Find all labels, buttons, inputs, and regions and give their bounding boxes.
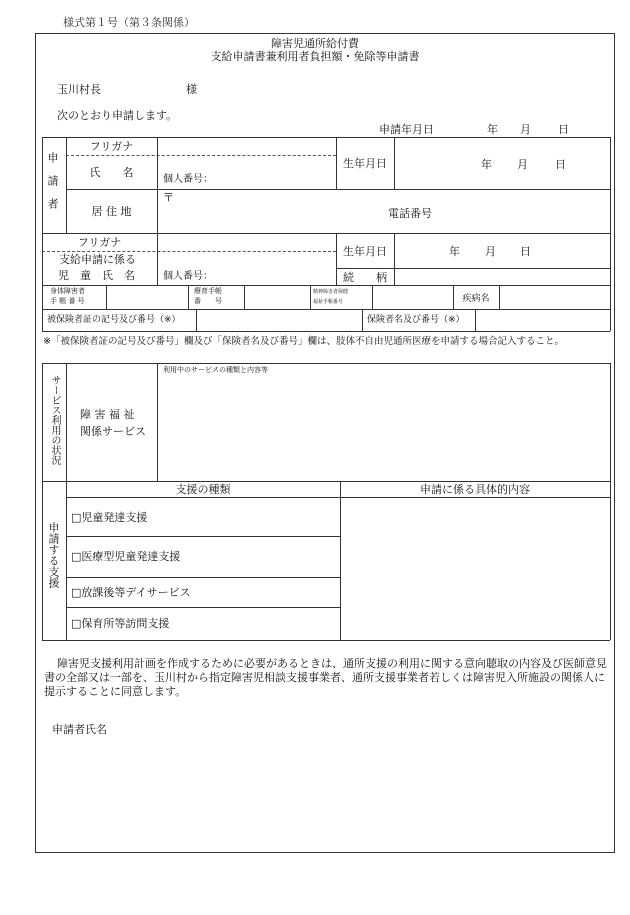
child-birth-year: 年: [449, 245, 460, 258]
service-status-section-label: サービス利用の状況: [49, 375, 60, 465]
physical-disability-label-2: 手 帳 番 号: [50, 297, 85, 305]
applicant-furigana-label: フリガナ: [89, 140, 134, 153]
applicant-address-label: 居 住 地: [91, 205, 132, 218]
child-birth-label: 生年月日: [343, 244, 387, 258]
addressee-honorific: 様: [186, 83, 197, 96]
consent-paragraph: 障害児支援利用計画を作成するために必要があるときは、通所支援の利用に関する意向聴取の内容及び医師意見書の全部又は一部を、玉川村から指定障害児相談支援事業者、通所支援事業者若しくは障害児入所施設の関係人に提示することに同意します。: [44, 657, 607, 698]
application-date-label: 申請年月日: [379, 123, 434, 136]
welfare-service-label-2: 関係サービス: [80, 425, 146, 438]
addressee-mayor: 玉川村長: [57, 83, 101, 96]
applicant-phone-label: 電話番号: [388, 207, 432, 220]
applicant-name-label: 氏 名: [89, 166, 134, 179]
applicant-birth-year: 年: [481, 158, 492, 171]
applicant-birth-day: 日: [555, 158, 566, 171]
physical-disability-label-1: 身体障害者: [50, 287, 85, 295]
child-label-line1: 支給申請に係る: [59, 253, 136, 266]
service-content-header: 利用中のサービスの種類と内容等: [163, 366, 268, 374]
rehab-notebook-label-2: 番 号: [194, 297, 222, 305]
application-date-day: 日: [558, 123, 569, 136]
postal-mark: 〒: [163, 191, 174, 204]
applicant-section-label: 申請者: [46, 152, 59, 221]
applicant-birth-label: 生年月日: [343, 157, 387, 170]
support-option-after-school-day-service[interactable]: □放課後等デイサービス: [71, 586, 191, 599]
insurance-note: ※「被保険者証の記号及び番号」欄及び「保険者名及び番号」欄は、肢体不自由児通所医療を申請する場合記入すること。: [43, 336, 564, 347]
insured-card-label: 被保険者証の記号及び番号（※）: [47, 315, 181, 325]
child-my-number-label: 個人番号：: [163, 271, 213, 282]
form-title-line2: 支給申請書兼利用者負担額・免除等申請書: [210, 50, 420, 63]
support-section-label: 申請する支援: [47, 522, 60, 588]
welfare-service-label-1: 障 害 福 祉: [80, 408, 135, 421]
child-label-line2: 児 童 氏 名: [58, 269, 135, 282]
applicant-birth-month: 月: [517, 158, 528, 171]
child-relation-label: 続 柄: [343, 270, 387, 284]
mental-disability-label-2: 福祉手帳番号: [313, 299, 344, 305]
child-birth-month: 月: [485, 245, 496, 258]
support-option-medical-child-development[interactable]: □医療型児童発達支援: [71, 550, 181, 563]
form-title-line1: 障害児通所給付費: [271, 37, 359, 50]
form-number-label: 様式第１号（第３条関係）: [63, 16, 195, 29]
rehab-notebook-label-1: 療育手帳: [194, 287, 222, 295]
applicant-my-number-label: 個人番号：: [163, 174, 213, 185]
support-option-nursery-visit-support[interactable]: □保育所等訪問支援: [71, 617, 170, 630]
application-date-year: 年: [487, 123, 498, 136]
support-type-header: 支援の種類: [175, 483, 231, 496]
child-birth-day: 日: [520, 245, 531, 258]
insurer-label: 保険者名及び番号（※）: [367, 315, 465, 325]
mental-disability-label-1: 精神障害者保健: [313, 289, 349, 295]
applicant-signature-label: 申請者氏名: [52, 723, 107, 736]
child-furigana-label: フリガナ: [77, 236, 122, 249]
support-detail-header: 申請に係る具体的内容: [420, 483, 530, 496]
disease-name-label: 疾病名: [462, 293, 490, 304]
support-option-child-development[interactable]: □児童発達支援: [71, 511, 148, 524]
application-date-month: 月: [520, 123, 531, 136]
intro-text: 次のとおり申請します。: [57, 109, 178, 122]
